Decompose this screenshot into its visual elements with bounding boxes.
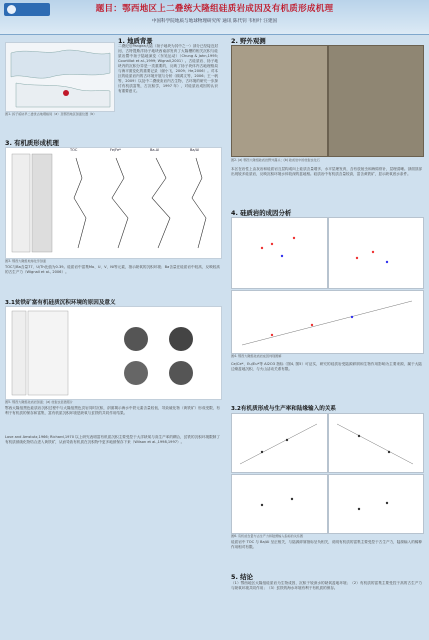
origin-plot-3	[231, 290, 424, 354]
origin-plot-2	[328, 217, 424, 289]
prod-plot-d	[328, 474, 424, 534]
section-environment-title: 3.1贫铁矿富有机硅质沉积环境的原因及意义	[5, 300, 116, 306]
prod-plot-b	[328, 413, 424, 473]
geochem-profile-graphic	[6, 148, 221, 258]
section-origin-title: 4. 硅质岩的成因分析	[231, 209, 292, 217]
productivity-text: 硅质岩中 TOC 与 Ba/Al 呈正相关，与陆源碎屑指标呈负相关，说明有机质的富集主要受控于古生产力，陆源输入的稀释作用相对有限。	[231, 540, 422, 549]
figure-geochem-profile	[5, 147, 222, 259]
section-conclusion-title: 5. 结论	[231, 573, 253, 581]
poster-header	[0, 0, 429, 35]
series-label-ba-al: Ba/Al	[190, 148, 200, 152]
figure-section-column	[5, 306, 222, 400]
section-column-graphic	[6, 307, 221, 399]
origin-text: Ce/Ce*、Eu/Eu*等 Al2O3 指标（图4, 图5）可证实，研究的硅质岩受陆源碎屑和生物作用影响为主要来源，属于大陆边缘盆地沉积，与火山活动关系有限。	[231, 362, 422, 371]
figure4-caption: 图4. 鄂西大隆组硅质岩成因判别图解	[231, 354, 282, 358]
section-field-title: 2. 野外观测	[231, 37, 266, 45]
section-productivity-title: 3.2有机质形成与生产率和陆缘输入的关系	[231, 406, 337, 412]
origin-plot-3-graphic	[232, 291, 423, 353]
conclusion-text: （1）鄂西地区大隆组硅质岩为生物成因，沉积于较深水的缺氧盆地环境；（2）有机质的富集主要受控于高的古生产力与缺氧环境共同作用；（3）贫铁的海水环境有利于有机质的保存。	[231, 581, 422, 590]
map-graphic	[6, 43, 114, 111]
section-mechanism-title: 3. 有机质形成机理	[5, 139, 59, 147]
section-background-title: 1. 地质背景	[118, 37, 153, 45]
series-label-ba: Ba-Al	[150, 148, 160, 152]
field-photo-a	[231, 45, 328, 157]
figure3-caption: 图3. 鄂西大隆组地球化学剖面	[5, 259, 47, 263]
series-label-toc: TOC	[70, 148, 78, 152]
prod-plot-b-graphic	[329, 414, 423, 472]
prod-plot-a	[231, 413, 328, 473]
prod-plot-c-graphic	[232, 475, 327, 533]
background-text: 二叠纪后Pangea大陆（扬子地块为其中之一）部分已经接近封闭，古特提斯洋扬子地块西南部发育了大隆槽的相关沉积与硅质岩暨中扬子陆地演变（东吴运动）（Chung & Jahn,1995; Courtillot et al.,1999; Wignall,2001）。古硅质岩、扬子地块内的沉积分异是一类重要的，反映了扬子块体内古地理格局与海平面变化的重要记录（谢小飞，2009；He,2006）。对本区的硅质岩内的古环境开展与分析（顾鸿文等，2006；王一帆等，2009）以及中二叠统灰岩内古生物，古环境的研究一步探讨有机质富集，古沉积学，1997 年），对硅质岩成因的认识有重要意义。	[118, 44, 218, 93]
prod-plot-d-graphic	[329, 475, 423, 533]
figure2-caption: 图2. (a) 鄂西大隆组硅质岩野外露头；(b) 硅质岩中的放射虫化石	[231, 158, 320, 162]
origin-plot-1	[231, 217, 328, 289]
series-label-fe: Fe/Fe*	[110, 148, 121, 152]
origin-plot-2-graphic	[329, 218, 423, 288]
origin-plot-1-graphic	[232, 218, 327, 288]
figure6-caption: 图6. 有机质含量与古生产力和陆源输入指标的关系图	[231, 534, 303, 538]
environment-text-2: Love and Amstutz,1966; Richard,1970 以上研究表明富有机质沉积主要受控于大洋缺氧与高生产率的耦合，贫铁的沉积环境限制了有机质被硫化物结合进入黄铁矿，从而导致有机质在沉积物中更多地被保存下来（Wilson et al.,1998,1997）。	[5, 435, 220, 444]
poster-title: 题目：鄂西地区上二叠统大隆组硅质岩成因及有机质形成机理	[95, 4, 334, 14]
prod-plot-a-graphic	[232, 414, 327, 472]
environment-text: 鄂西大隆组黑色硅质岩沉积过程中与大隆组黑色页岩同时沉积，剖面揭示海水中铁元素含量较低，导致硫化物（黄铁矿）形成受限，有利于有机质的保存和富集，富有机质沉积环境是缺氧与贫铁的共同作用结果。	[5, 406, 220, 415]
prod-plot-c	[231, 474, 328, 534]
figure1-caption: 图1. 扬子板块早二叠世古地理格局（a）及鄂西地区剖面位置（b）	[5, 112, 97, 116]
figure5-caption: 图5. 鄂西大隆组硅质岩剖面；(a) 放射虫显微照片	[5, 400, 74, 404]
field-text: 本区在岩性上由灰岩和硅质岩互层构成向上硅质含量增多，水平层理发育，含有放射虫和海绵骨针，层理清晰。剖面顶部出现较多硅质岩，反映沉积环境水体较深的盆地相。硅质岩中有机质含量较高，富含黄铁矿，显示缺氧底水条件。	[231, 167, 422, 176]
figure-paleogeography-map	[5, 42, 115, 112]
poster-subtitle: 中国科学院地质与地球物理研究所 通讯 陈代钊 韦恒叶 汪建国	[151, 19, 278, 24]
field-photo-b	[328, 45, 424, 157]
mechanism-text: TOC与Ba含量77、U/Th比值为0.39。硅质岩中富集Mo、U、V、Ni等元素，指示缺氧的沉积环境；Ba含量在硅质岩中较高，反映较高的古生产力（Wignall et al., 2006）。	[5, 265, 220, 274]
